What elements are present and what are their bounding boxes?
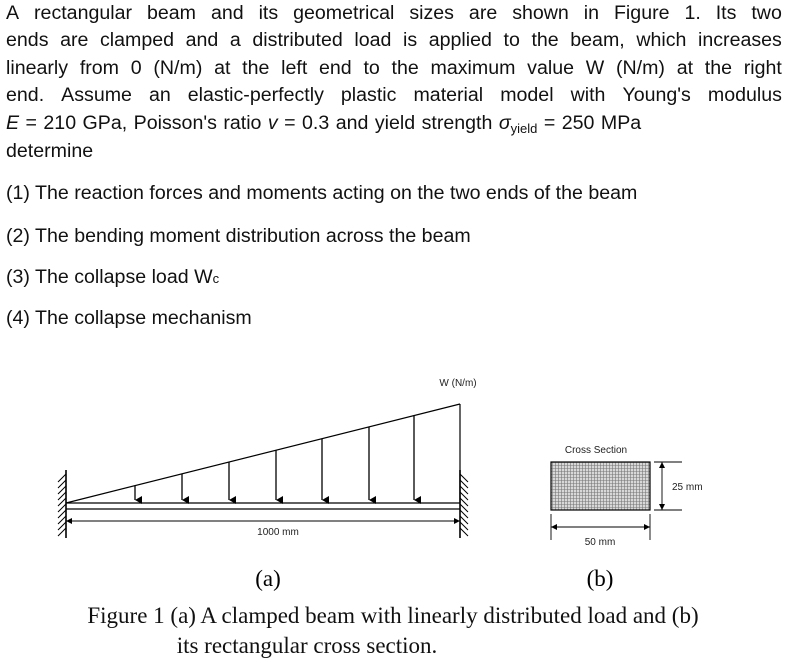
distributed-load-outline	[66, 404, 460, 503]
sigma-symbol: σ	[498, 111, 511, 134]
question-3-text: (3) The collapse load W	[6, 266, 213, 288]
yield-value: = 250 MPa	[537, 111, 642, 134]
figure-caption-line-2-text: its rectangular cross section.	[176, 633, 438, 658]
cross-section-rect	[551, 462, 650, 510]
width-label: 50 mm	[584, 537, 616, 548]
left-clamp-support	[58, 470, 66, 538]
cross-section-title: Cross Section	[564, 445, 628, 456]
length-dimension	[66, 518, 460, 524]
length-label: 1000 mm	[257, 527, 299, 538]
question-2: (2) The bending moment distribution across the beam	[6, 225, 471, 247]
figure-caption-line-2	[0, 631, 700, 660]
determine-text: determine	[6, 140, 94, 163]
question-4: (4) The collapse mechanism	[6, 307, 252, 329]
problem-line-2: ends are clamped and a distributed load is applied to the beam, which increases	[6, 29, 782, 52]
label-a: (a)	[255, 566, 281, 591]
collapse-subscript: c	[212, 271, 220, 286]
label-b: (b)	[586, 566, 614, 591]
young-symbol: E	[6, 111, 20, 134]
right-clamp-support	[460, 470, 468, 538]
yield-subscript: yield	[510, 120, 538, 136]
problem-line-3: linearly from 0 (N/m) at the left end to the maximum value W (N/m) at the right	[6, 56, 782, 79]
load-arrows	[135, 416, 414, 500]
problem-line-4: end. Assume an elastic-perfectly plastic material model with Young's modulus	[6, 84, 782, 107]
poisson-value: = 0.3 and yield strength	[277, 111, 499, 134]
figure-caption-line-1: Figure 1 (a) A clamped beam with linearly distributed load and (b)	[87, 603, 699, 628]
poisson-symbol: v	[267, 111, 278, 134]
problem-line-1: A rectangular beam and its geometrical sizes are shown in Figure 1. Its two	[6, 2, 782, 24]
question-1: (1) The reaction forces and moments acting on the two ends of the beam	[6, 182, 638, 204]
young-value: = 210 GPa, Poisson's ratio	[19, 111, 268, 134]
load-label: W (N/m)	[439, 378, 477, 389]
height-label: 25 mm	[672, 482, 703, 493]
beam	[66, 503, 460, 509]
